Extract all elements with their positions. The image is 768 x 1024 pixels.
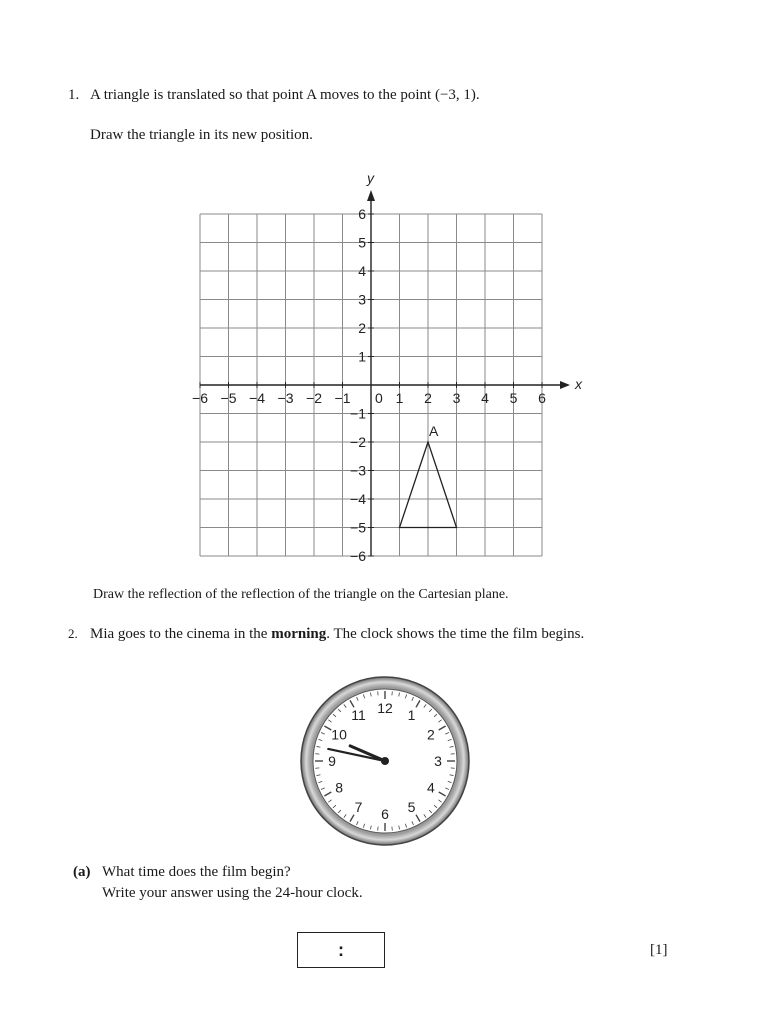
clock-numeral: 2 [427,726,435,743]
clock-center [381,757,389,765]
y-tick-label: 5 [358,234,366,251]
clock-numeral: 11 [351,707,366,724]
y-tick-label: −4 [350,491,366,507]
clock-numeral: 5 [407,798,416,815]
x-tick-label: 2 [424,390,432,406]
clock-numeral: 10 [331,726,347,743]
y-tick-label: −1 [350,405,366,422]
clock-numeral: 4 [427,779,435,796]
x-tick-label: 1 [395,390,404,406]
y-tick-label: −3 [350,462,366,479]
question-2-text-after: . The clock shows the time the film begins. [326,626,585,642]
y-axis-arrow [367,190,375,201]
analog-clock [298,674,472,848]
clock-numeral: 9 [328,753,336,769]
question-2-text [90,626,584,643]
clock-numeral: 12 [377,700,393,716]
origin-label: 0 [375,390,383,406]
answer-separator: : [338,939,344,960]
question-1-number: 1. [68,87,80,103]
question-1-text: A triangle is translated so that point A moves to the point (−3, 1). [90,87,480,103]
part-a-label: (a) [73,864,91,880]
y-tick-label: −6 [350,548,366,564]
clock-numeral: 8 [335,779,343,796]
x-axis-label: x [575,376,582,392]
part-a-question: What time does the film begin? [102,864,291,880]
x-tick-label: −2 [306,390,322,406]
x-tick-label: −5 [220,390,237,406]
x-axis-arrow [560,381,570,389]
question-2-text-before: Mia goes to the cinema in the [90,626,272,642]
question-1-instruction: Draw the triangle in its new position. [90,127,313,143]
question-2-text-bold: morning [271,626,327,642]
x-tick-label: −4 [249,390,265,406]
x-tick-label: −3 [277,390,294,406]
point-a-label: A [429,423,439,439]
x-tick-label: 4 [481,390,489,406]
clock-numeral: 1 [407,707,416,724]
answer-box[interactable] [297,932,385,968]
marks-label: [1] [650,942,668,958]
y-tick-label: 1 [358,348,366,365]
clock-numeral: 6 [381,806,389,822]
x-tick-label: −6 [192,390,208,406]
y-tick-label: −5 [350,519,366,536]
question-1-footer: Draw the reflection of the reflection of the triangle on the Cartesian plane. [93,587,509,602]
part-a-instruction: Write your answer using the 24-hour clock. [102,885,363,901]
y-tick-label: −2 [350,434,366,450]
cartesian-grid [180,160,590,575]
x-tick-label: 6 [538,390,546,406]
clock-numeral: 3 [434,753,442,769]
y-tick-label: 4 [358,263,366,279]
x-tick-label: 3 [452,390,461,406]
y-tick-label: 3 [358,291,366,308]
y-tick-label: 2 [358,320,366,336]
clock-numeral: 7 [354,798,363,815]
question-2-number: 2. [68,626,78,641]
y-axis-label: y [367,170,374,186]
x-tick-label: 5 [509,390,518,406]
x-tick-label: −1 [334,390,351,406]
y-tick-label: 6 [358,206,366,222]
